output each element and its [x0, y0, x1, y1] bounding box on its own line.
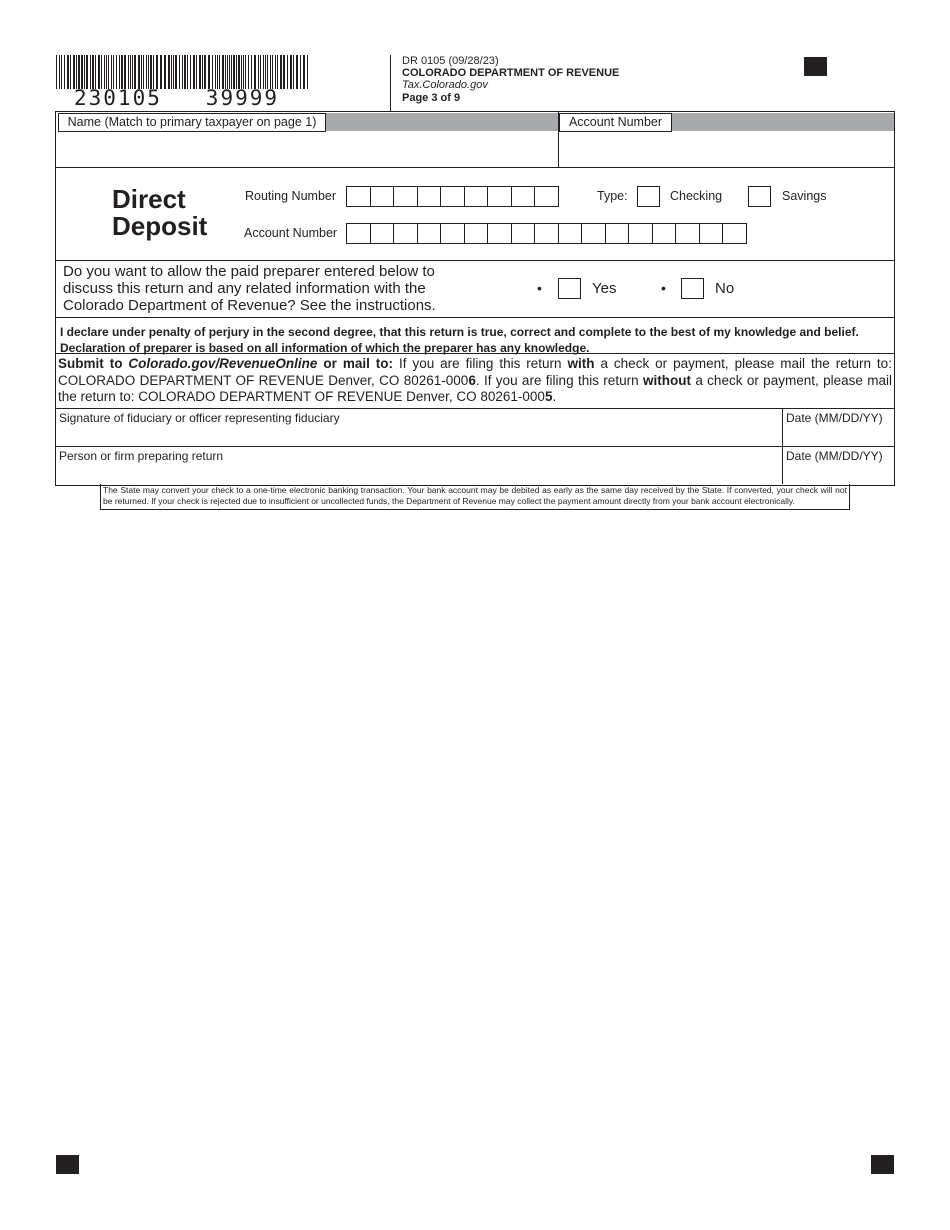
barcode-bar: [187, 55, 188, 89]
barcode-bar: [199, 55, 201, 89]
barcode-bar: [290, 55, 292, 89]
preparer-question-text: Do you want to allow the paid preparer entered below to discuss this return and any related information with the Colorado Department of Revenue? See the instructions.: [63, 263, 436, 314]
barcode-bar: [132, 55, 133, 89]
submit-section: [56, 354, 894, 409]
barcode-bar: [173, 55, 174, 89]
header-divider: [390, 55, 391, 111]
agency-name: COLORADO DEPARTMENT OF REVENUE: [402, 67, 620, 79]
barcode-bar: [251, 55, 252, 89]
routing-number-input[interactable]: [346, 186, 558, 207]
barcode-bar: [241, 55, 242, 89]
submit-site: Colorado.gov/RevenueOnline: [128, 356, 318, 371]
submit-instructions: [58, 356, 892, 406]
barcode-bar: [225, 55, 226, 89]
barcode-bar: [106, 55, 107, 89]
barcode-bar: [92, 55, 94, 89]
preparer-date-label: Date (MM/DD/YY): [786, 449, 883, 463]
barcode-bar: [130, 55, 131, 89]
digit-box[interactable]: [393, 223, 418, 244]
fiduciary-signature-row: [56, 409, 894, 447]
barcode-bar: [119, 55, 120, 89]
fiduciary-date-label: Date (MM/DD/YY): [786, 411, 883, 425]
barcode-bar: [101, 55, 102, 89]
barcode-bar: [150, 55, 152, 89]
barcode-bar: [175, 55, 177, 89]
barcode-bar: [90, 55, 91, 89]
submit-text: a check or payment, please mail the return to: COLORADO DEPARTMENT OF REVENUE Denver, CO 80261-000: [58, 356, 892, 388]
digit-box[interactable]: [511, 223, 536, 244]
dd-account-number-label: Account Number: [244, 226, 338, 240]
barcode-bar: [238, 55, 240, 89]
registration-mark-bottom-left: [56, 1155, 79, 1174]
barcode-bar: [204, 55, 206, 89]
digit-box[interactable]: [699, 223, 724, 244]
digit-box[interactable]: [722, 223, 747, 244]
barcode-bar: [67, 55, 69, 89]
barcode-bar: [227, 55, 228, 89]
page-number: Page 3 of 9: [402, 92, 461, 104]
digit-box[interactable]: [440, 223, 465, 244]
digit-box[interactable]: [346, 186, 371, 207]
declaration-section: [56, 318, 894, 354]
fiduciary-date-input[interactable]: [785, 425, 891, 444]
digit-box[interactable]: [558, 223, 583, 244]
submit-without: without: [642, 372, 691, 388]
digit-box[interactable]: [511, 186, 536, 207]
barcode-bar: [219, 55, 220, 89]
grey-bar: [672, 113, 894, 131]
registration-mark-top: [804, 57, 827, 76]
submit-lead: Submit to: [58, 356, 123, 371]
preparer-label: Person or firm preparing return: [59, 449, 224, 463]
divider: [782, 409, 783, 446]
barcode-bar: [182, 55, 183, 89]
barcode-bar: [267, 55, 268, 89]
barcode-bar: [248, 55, 249, 89]
savings-checkbox[interactable]: [748, 186, 771, 207]
barcode-bar: [287, 55, 288, 89]
name-section: [56, 112, 894, 168]
digit-box[interactable]: [464, 186, 489, 207]
zip-digit: 5: [544, 389, 553, 404]
barcode-bar: [193, 55, 195, 89]
form-body: [55, 111, 895, 486]
barcode-bar: [84, 55, 85, 89]
barcode-bar: [59, 55, 60, 89]
barcode-bar: [98, 55, 100, 89]
declaration-line1: I declare under penalty of perjury in the second degree, that this return is true, correct and complete to the best of my knowledge and belief.: [60, 325, 859, 339]
barcode-bar: [184, 55, 186, 89]
registration-mark-bottom-right: [871, 1155, 894, 1174]
barcode-bar: [280, 55, 282, 89]
barcode-bar: [116, 55, 117, 89]
routing-number-label: Routing Number: [245, 189, 337, 203]
barcode-bar: [76, 55, 77, 89]
digit-box[interactable]: [393, 186, 418, 207]
digit-box[interactable]: [534, 186, 559, 207]
barcode-bar: [128, 55, 129, 89]
declaration-line2: Declaration of preparer is based on all information of which the preparer has any knowledge.: [60, 341, 590, 355]
barcode-bar: [61, 55, 62, 89]
barcode-bar: [111, 55, 112, 89]
barcode-bar: [104, 55, 105, 89]
barcode-bar: [146, 55, 147, 89]
digit-box[interactable]: [675, 223, 700, 244]
no-label: No: [715, 280, 735, 297]
barcode-bar: [196, 55, 197, 89]
submit-with: with: [567, 356, 595, 371]
account-number-input[interactable]: [561, 133, 891, 165]
digit-box[interactable]: [581, 223, 606, 244]
digit-box[interactable]: [370, 186, 395, 207]
checking-checkbox[interactable]: [637, 186, 660, 207]
no-checkbox[interactable]: [681, 278, 704, 299]
digit-box[interactable]: [652, 223, 677, 244]
barcode-bar: [222, 55, 224, 89]
digit-box[interactable]: [346, 223, 371, 244]
name-input[interactable]: [58, 133, 556, 165]
direct-deposit-title-line2: Deposit: [112, 211, 208, 241]
barcode-bar: [300, 55, 301, 89]
barcode-bar: [270, 55, 271, 89]
barcode-bar: [73, 55, 75, 89]
barcode-number: [74, 86, 279, 110]
barcode-bar: [171, 55, 172, 89]
bullet-yes: •: [537, 280, 542, 296]
digit-box[interactable]: [487, 223, 512, 244]
digit-box[interactable]: [440, 186, 465, 207]
barcode-bar: [236, 55, 237, 89]
barcode-bar: [141, 55, 142, 89]
barcode-bar: [108, 55, 109, 89]
barcode-bar: [134, 55, 136, 89]
barcode-bar: [277, 55, 278, 89]
barcode-bar: [86, 55, 88, 89]
barcode-bar: [153, 55, 154, 89]
direct-deposit-section: [56, 168, 894, 261]
name-label: Name (Match to primary taxpayer on page 1): [58, 113, 326, 132]
preparer-date-input[interactable]: [785, 463, 891, 482]
barcode-bar: [156, 55, 158, 89]
yes-checkbox[interactable]: [558, 278, 581, 299]
barcode-bar: [260, 55, 261, 89]
barcode: [56, 55, 310, 89]
barcode-bar: [275, 55, 276, 89]
preparer-row: [56, 447, 894, 484]
submit-text: .: [552, 389, 557, 404]
digit-box[interactable]: [417, 186, 442, 207]
barcode-bar: [229, 55, 230, 89]
account-number-label: Account Number: [559, 113, 672, 132]
barcode-bar: [233, 55, 235, 89]
type-label: Type:: [597, 189, 628, 203]
preparer-question-section: [56, 261, 894, 318]
barcode-bar: [254, 55, 256, 89]
barcode-bar: [283, 55, 285, 89]
barcode-bar: [303, 55, 305, 89]
submit-or-mail: or mail to:: [323, 356, 394, 371]
barcode-bar: [307, 55, 308, 89]
form-id: DR 0105 (09/28/23): [402, 55, 499, 67]
divider: [782, 447, 783, 484]
declaration-text: [60, 324, 892, 356]
barcode-bar: [265, 55, 266, 89]
website: Tax.Colorado.gov: [402, 79, 488, 91]
divider: [558, 112, 559, 167]
fiduciary-signature-input[interactable]: [58, 425, 778, 444]
barcode-bar: [70, 55, 71, 89]
barcode-bar: [258, 55, 259, 89]
grey-bar: [326, 113, 558, 131]
barcode-bar: [168, 55, 170, 89]
fiduciary-signature-label: Signature of fiduciary or officer representing fiduciary: [59, 411, 340, 425]
savings-label: Savings: [782, 189, 827, 203]
preparer-input[interactable]: [58, 463, 778, 482]
barcode-bar: [56, 55, 57, 89]
barcode-bar: [160, 55, 162, 89]
barcode-bar: [138, 55, 140, 89]
submit-text: a check or payment, please mail the return to: COLORADO DEPARTMENT OF REVENUE Denver, CO 80261-000: [58, 372, 892, 404]
barcode-bar: [164, 55, 166, 89]
electronic-check-notice: The State may convert your check to a one-time electronic banking transaction. Your bank account may be debited as early as the same day received by the State. If converted, your check will not be returned. If your check is rejected due to insufficient or uncollected funds, the Department of Revenue may collect the payment amount directly from your bank account electronically.: [100, 484, 850, 510]
digit-box[interactable]: [605, 223, 630, 244]
digit-box[interactable]: [417, 223, 442, 244]
dd-account-number-input[interactable]: [346, 223, 746, 244]
barcode-bar: [231, 55, 232, 89]
digit-box[interactable]: [628, 223, 653, 244]
barcode-number-left: 230105: [74, 86, 162, 110]
barcode-bar: [95, 55, 96, 89]
barcode-bar: [148, 55, 149, 89]
barcode-bar: [293, 55, 294, 89]
barcode-bar: [263, 55, 264, 89]
barcode-bar: [202, 55, 203, 89]
barcode-bar: [81, 55, 83, 89]
digit-box[interactable]: [370, 223, 395, 244]
barcode-number-right: 39999: [205, 86, 280, 110]
barcode-bar: [121, 55, 123, 89]
digit-box[interactable]: [464, 223, 489, 244]
digit-box[interactable]: [487, 186, 512, 207]
direct-deposit-title-line1: Direct: [112, 184, 186, 214]
barcode-bar: [217, 55, 218, 89]
barcode-bar: [78, 55, 80, 89]
checking-label: Checking: [670, 189, 723, 203]
bullet-no: •: [661, 280, 666, 296]
barcode-bar: [245, 55, 246, 89]
barcode-bar: [208, 55, 210, 89]
barcode-bar: [190, 55, 191, 89]
barcode-bar: [124, 55, 126, 89]
barcode-bar: [143, 55, 144, 89]
barcode-bar: [212, 55, 213, 89]
barcode-bar: [113, 55, 114, 89]
digit-box[interactable]: [534, 223, 559, 244]
barcode-bar: [296, 55, 298, 89]
barcode-bar: [179, 55, 180, 89]
zip-digit: 6: [468, 372, 476, 388]
direct-deposit-title: [112, 186, 207, 240]
submit-text: . If you are filing this return: [475, 372, 639, 388]
submit-text: If you are filing this return: [399, 356, 562, 371]
yes-label: Yes: [592, 280, 617, 297]
barcode-bar: [243, 55, 244, 89]
barcode-bar: [272, 55, 273, 89]
barcode-bar: [215, 55, 216, 89]
barcode-bar: [64, 55, 65, 89]
